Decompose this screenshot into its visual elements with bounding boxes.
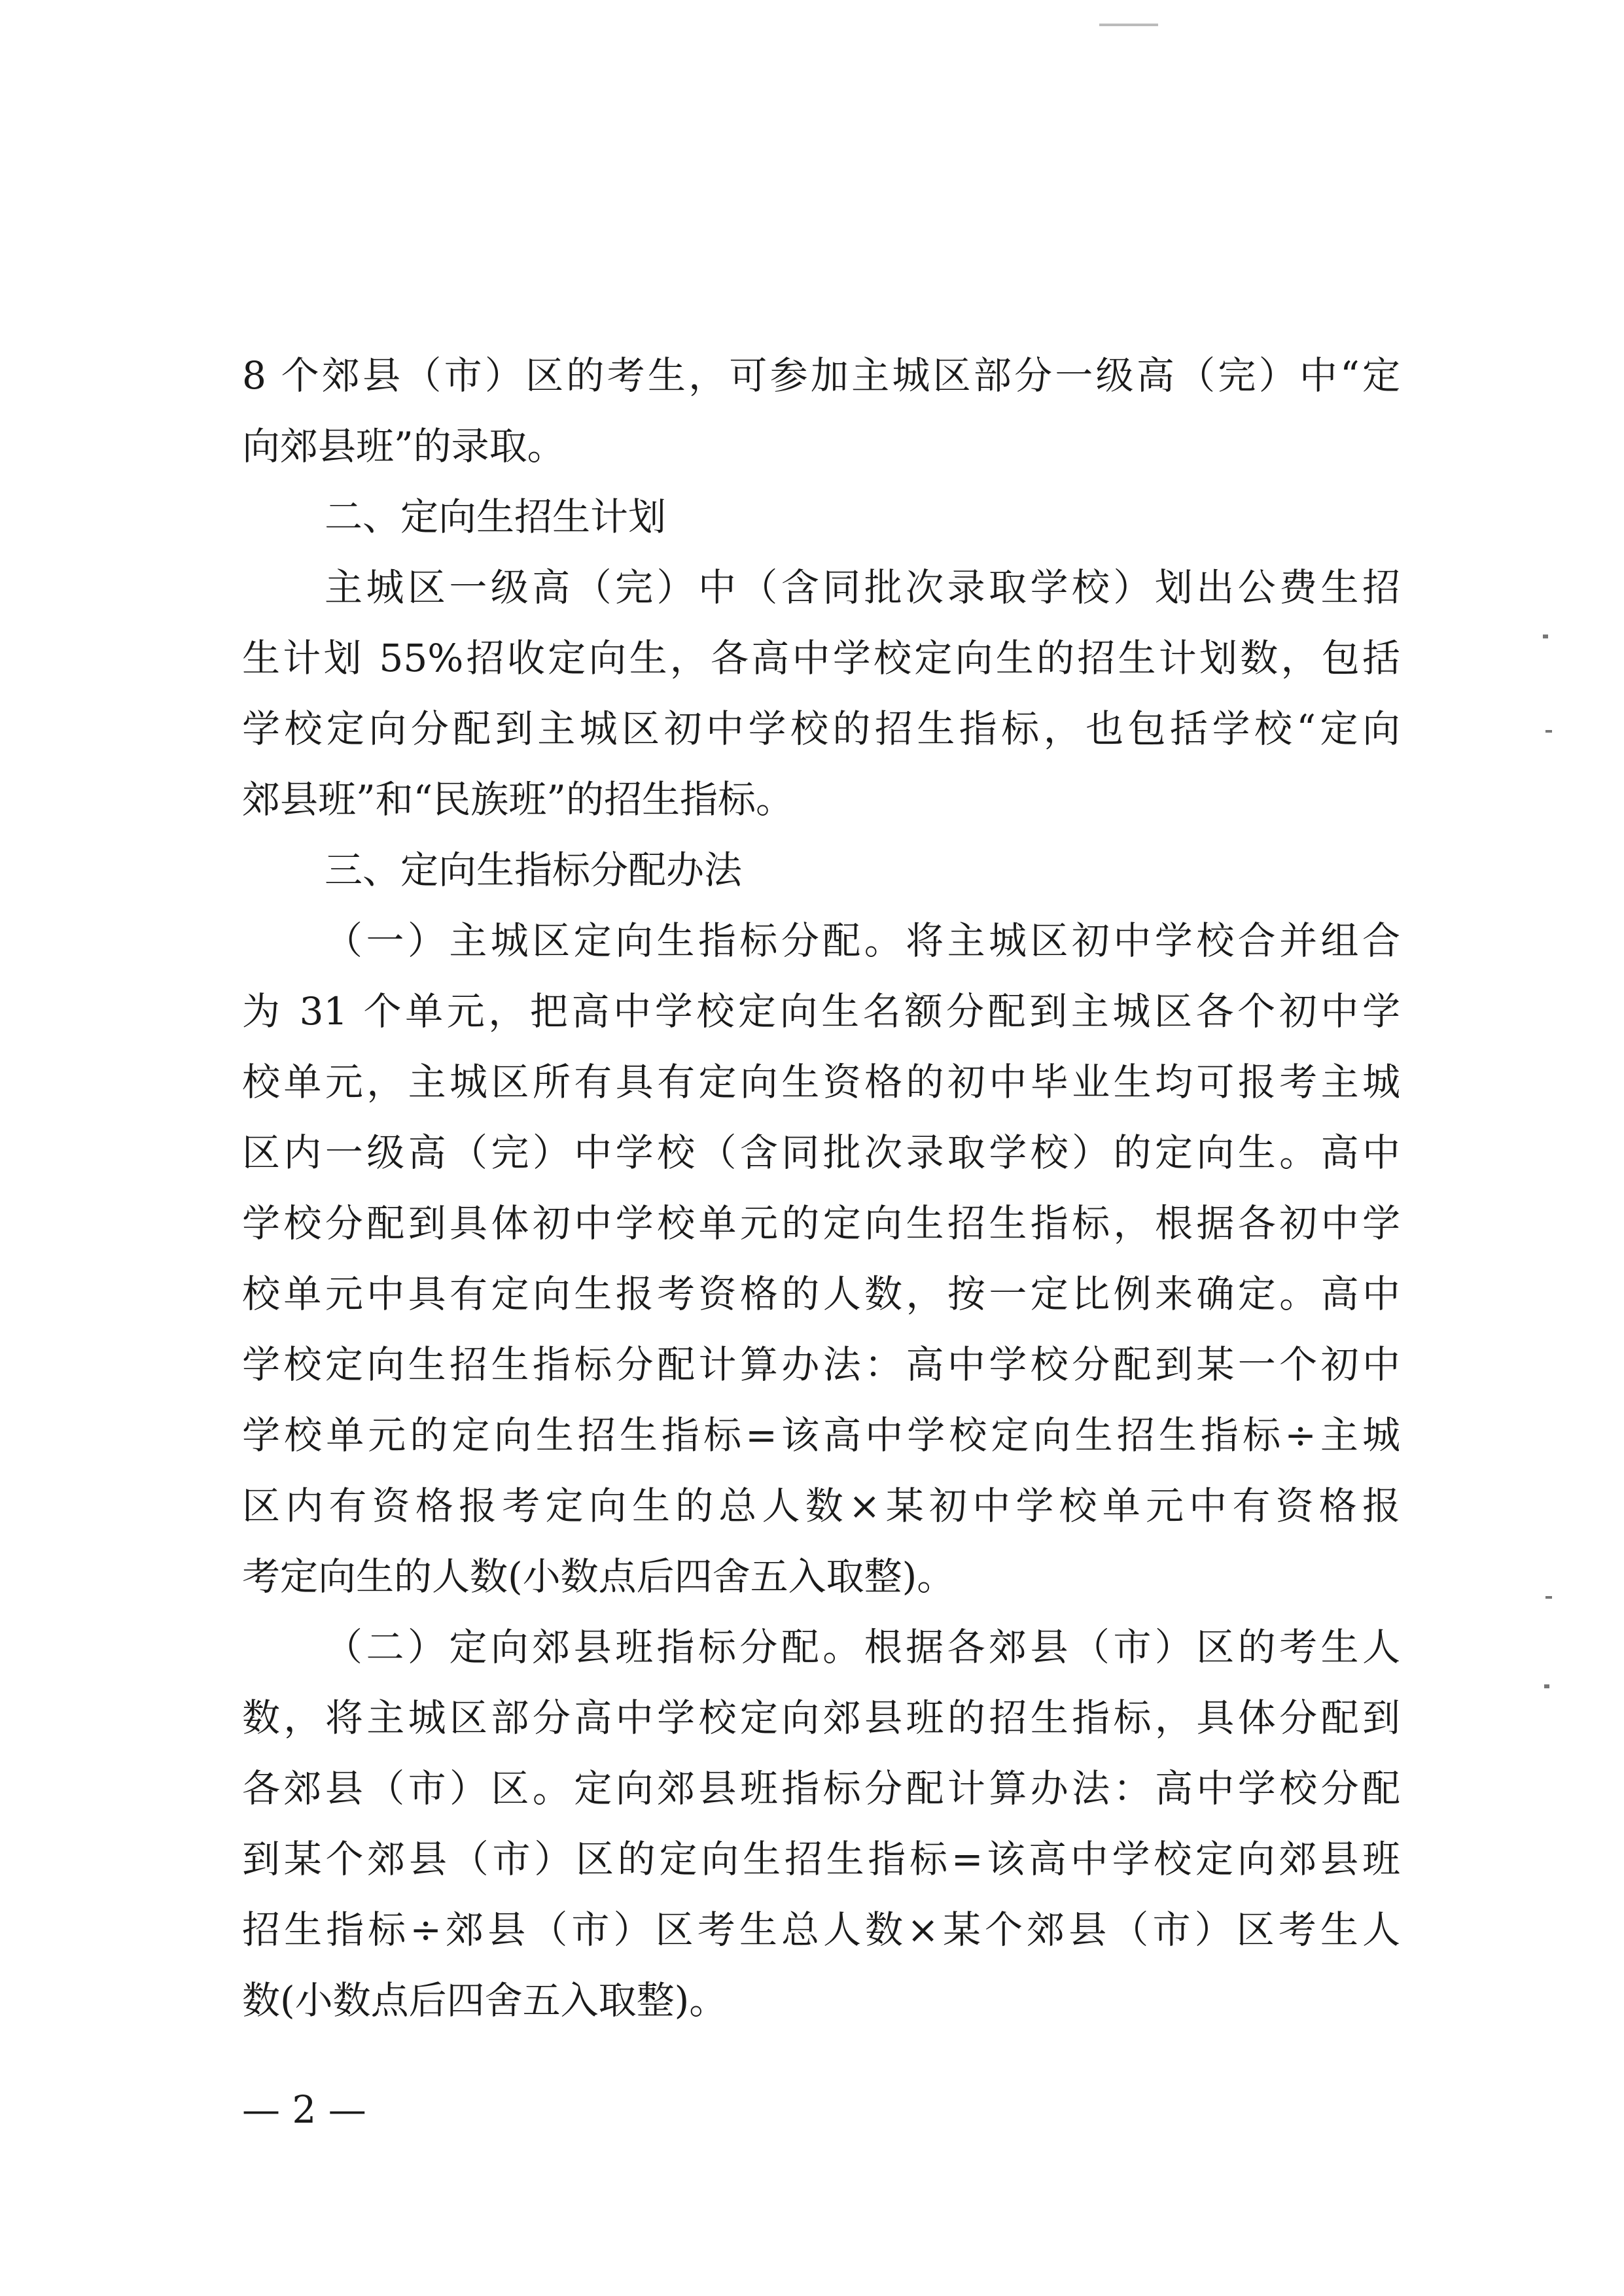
text-line: 郊县班”和“民族班”的招生指标。 [242, 777, 794, 822]
text-line: 各郊县（市）区。定向郊县班指标分配计算办法：高中学校分配 [242, 1766, 1400, 1811]
text-line: 生计划 55%招收定向生，各高中学校定向生的招生计划数，包括 [242, 636, 1400, 680]
page-number: — 2 — [242, 2087, 366, 2132]
text-line: 校单元，主城区所有具有定向生资格的初中毕业生均可报考主城 [242, 1060, 1400, 1104]
text-line: 学校定向生招生指标分配计算办法：高中学校分配到某一个初中 [242, 1342, 1400, 1387]
text-line: 学校分配到具体初中学校单元的定向生招生指标，根据各初中学 [242, 1201, 1400, 1245]
scan-artifact [1544, 1684, 1549, 1688]
scan-artifact [1545, 1596, 1552, 1599]
text-line: 学校单元的定向生招生指标=该高中学校定向生招生指标÷主城 [242, 1413, 1400, 1457]
text-line: 8 个郊县（市）区的考生，可参加主城区部分一级高（完）中“定 [242, 353, 1400, 398]
text-line: 考定向生的人数(小数点后四舍五入取整)。 [242, 1554, 955, 1599]
text-line: 校单元中具有定向生报考资格的人数，按一定比例来确定。高中 [242, 1272, 1400, 1316]
text-line: 到某个郊县（市）区的定向生招生指标=该高中学校定向郊县班 [242, 1837, 1400, 1881]
text-line: 主城区一级高（完）中（含同批次录取学校）划出公费生招 [325, 565, 1400, 610]
text-line: 向郊县班”的录取。 [242, 424, 565, 468]
text-line: 学校定向分配到主城区初中学校的招生指标，也包括学校“定向 [242, 706, 1400, 751]
text-line: 区内一级高（完）中学校（含同批次录取学校）的定向生。高中 [242, 1130, 1400, 1175]
scan-artifact [1545, 730, 1552, 733]
text-line: （一）主城区定向生指标分配。将主城区初中学校合并组合 [325, 918, 1400, 963]
body-text [242, 340, 1400, 2036]
text-line: 数，将主城区部分高中学校定向郊县班的招生指标，具体分配到 [242, 1696, 1400, 1740]
section-heading: 二、定向生招生计划 [325, 495, 667, 539]
scan-artifact [1543, 635, 1548, 638]
text-line: 数(小数点后四舍五入取整)。 [242, 1978, 728, 2023]
text-line: 为 31 个单元，把高中学校定向生名额分配到主城区各个初中学 [242, 989, 1400, 1034]
text-line: 招生指标÷郊县（市）区考生总人数×某个郊县（市）区考生人 [242, 1907, 1400, 1952]
scan-artifact [1099, 24, 1158, 26]
text-line: （二）定向郊县班指标分配。根据各郊县（市）区的考生人 [325, 1625, 1400, 1669]
text-line: 区内有资格报考定向生的总人数×某初中学校单元中有资格报 [242, 1484, 1400, 1528]
section-heading: 三、定向生指标分配办法 [325, 848, 743, 892]
